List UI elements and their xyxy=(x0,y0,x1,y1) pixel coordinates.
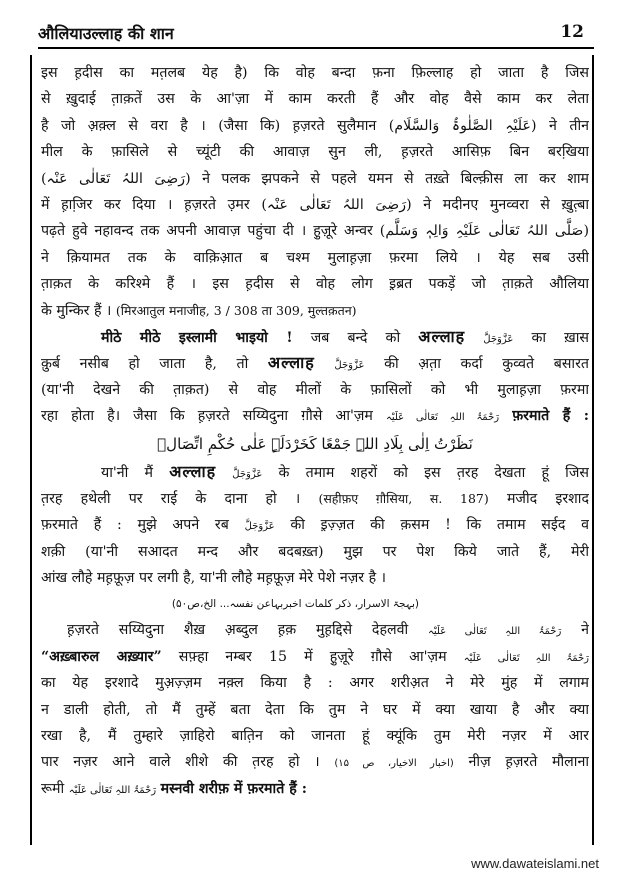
para3-l1-a: या'नी मैं xyxy=(101,465,154,482)
azza-wajal: عَزَّوَجَلَّ xyxy=(334,360,365,372)
text-line-9: त़ाक़त के करिश्मे हैं । इस ह़दीस से वोह लोग इ़ब्रत पकड़ें जो त़ाक़ते औलिया xyxy=(41,276,589,293)
header-rule xyxy=(38,47,594,49)
para2-l2-b: की अ़त़ा कर्दा कुव्वते बसारत xyxy=(384,356,589,373)
text-line-10 xyxy=(41,298,589,324)
para4-l1-a: ह़ज़रते सय्यिदुना शैख़ अ़ब्दुल ह़क़ मुह़द्दिसे देहलवी xyxy=(67,622,409,639)
allah-calligraphy: अल्लाह xyxy=(267,353,315,373)
azza-wajal: عَزَّوَجَلَّ xyxy=(483,333,514,345)
text-line-7: पढ़ते हुवे नहावन्द तक अपनी आवाज़ पहुंचा दी । हु़ज़ूरे अन्वर (صَلَّی اللہُ تَعَالٰی عَلَیْہِ وَالِہٖ وَسَلَّم) xyxy=(41,223,589,240)
page-body xyxy=(41,60,589,802)
page-header xyxy=(38,22,594,46)
azza-wajal: عَزَّوَجَلَّ xyxy=(244,521,275,533)
para4-l7-a: रूमी xyxy=(41,780,65,797)
para2-heading: मीठे मीठे इस्लामी भाइयो ! xyxy=(101,329,293,346)
para4-l2-a: सफ़्हा नम्बर 15 में हु़ज़ूरे ग़ौसे आ'ज़म xyxy=(178,648,447,665)
rahmat-dua: رَحْمَۃُ اللہِ تَعَالٰی عَلَیْہ xyxy=(463,652,589,664)
para3-l3-a: फ़रमाते हैं : मुझे अपने रब xyxy=(41,517,229,534)
source-bahjat: (بہجۃ الاسرار، ذکر کلمات اخبربہاعن نفسہ... الخ،ص۵۰) xyxy=(171,598,419,611)
para4-line-4: न डाली होती, तो मैं तुम्हें बता देता कि तुम ने घर में क्या खाया है और क्या xyxy=(41,701,589,718)
para4-line-7 xyxy=(41,776,589,802)
para4-line-5: रखा है, मैं तुम्हारे ज़ाहिरो बात़िन को जानता हूं क्यूंकि तुम मेरी नज़र में आर xyxy=(41,727,589,744)
reference-miraat: (मिरआतुल मनाजीह, 3 / 308 ता 309, मुल्तक़तन) xyxy=(115,302,357,318)
text-line-1: इस ह़दीस का मत़लब येह है) कि वोह बन्दा फ़ना फ़िल्लाह हो जाता है जिस xyxy=(41,65,589,81)
para4-line-1 xyxy=(41,617,589,643)
reference-sahifa: (सहीफ़ए ग़ौसिया, स. 187) xyxy=(318,490,489,506)
para3-l2-b: मजीद इरशाद xyxy=(506,490,589,507)
footer-url: www.dawateislami.net xyxy=(471,856,599,871)
para3-line-4: शक़ी (या'नी सआदत मन्द और बदबख़्त) मुझ पर पेश किये जाते हैं, मेरी xyxy=(41,543,589,560)
para4-l1-b: ने xyxy=(581,622,589,639)
para2-l4-a: रहा होता है। जैसा कि ह़ज़रते सय्यिदुना ग़ौसे आ'ज़म xyxy=(41,408,373,425)
para2-l2-a: कु़र्ब नसीब हो जाता है, तो xyxy=(41,356,249,373)
para3-line-1 xyxy=(41,459,589,485)
para2-line-3: (या'नी देखने की त़ाक़त) से वोह मीलों के फ़ासिलों को भी मुलाह़ज़ा फ़रमा xyxy=(41,381,589,398)
page-number: 12 xyxy=(560,22,584,42)
text-line-10-main: के मुन्किर हैं । xyxy=(41,302,112,319)
rahmat-dua: رَحْمَۃُ اللہِ تَعَالٰی عَلَیْہ xyxy=(385,412,500,424)
text-line-6: में ह़ाजि़र कर दिया । ह़ज़रते उ़मर (رَضِیَ اللہُ تَعَالٰی عَنْہ) ने मदीनए मुनव्वरा से खु़त़्बा xyxy=(41,196,589,213)
para2-line-4 xyxy=(41,403,589,429)
para3-l3-b: की इ़ज़्ज़त की क़सम ! कि तमाम सईद व xyxy=(290,517,589,534)
para2-l1-a: जब बन्दे को xyxy=(310,329,401,346)
para2-line-2 xyxy=(41,350,589,376)
text-line-5: (رَضِیَ اللہُ تَعَالٰی عَنْہ) ने पलक झपकने से पहले यमन से तख़्ते बिल्क़ीस ला कर शाम xyxy=(41,170,589,187)
arabic-verse: نَظَرْتُ اِلٰی بِلَادِ اللہِ جَمْعًا کَخَرْدَلَۃٍ عَلٰی حُکْمِ اتِّصَالٖ xyxy=(157,435,473,454)
book-title: औलियाउल्लाह की शान xyxy=(38,24,174,43)
text-line-3: है जो अ़क़्ल से वरा है । (जैसा कि) ह़ज़रते सुलैमान (عَلَیْہِ الصَّلٰوۃُ وَالسَّلَام) ने तीन xyxy=(41,117,589,134)
allah-calligraphy: अल्लाह xyxy=(418,326,466,346)
book-akhbar-title: “अख़्बारुल अख़्यार” xyxy=(41,648,162,665)
azza-wajal: عَزَّوَجَلَّ xyxy=(232,469,263,481)
source-akhbar: (اخبار الاخیار، ص ۱۵) xyxy=(334,758,454,770)
rahmat-dua: رَحْمَۃُ اللہِ تَعَالٰی عَلَیْہ xyxy=(68,784,157,796)
para3-line-3 xyxy=(41,512,589,538)
para4-line-2 xyxy=(41,644,589,670)
text-line-4: मील के फ़ासिले से च्यूंटी की आवाज़ सुन ली, ह़ज़रते आसिफ़ बिन बरखि़या xyxy=(41,144,589,161)
para2-l4-b: फ़रमाते हैं : xyxy=(512,408,589,425)
para4-line-6 xyxy=(41,749,589,775)
para4-line-3: का येह इरशादे मुअ़ज़्ज़म नक़्ल किया है : अगर शरीअ़त ने मेरे मुंह में लगाम xyxy=(41,675,589,692)
rahmat-dua: رَحْمَۃُ اللہِ تَعَالٰی عَلَیْہ xyxy=(428,626,562,638)
para2-line-1 xyxy=(41,324,589,350)
para4-l6-b: नीज़ ह़ज़रते मौलाना xyxy=(468,754,589,771)
para2-l1-b: का ख़ास xyxy=(531,329,589,346)
text-line-8: ने क़ियामत तक के वाक़िआ़त ब चश्म मुलाह़ज़ा फ़रमा लिये । येह सब उसी xyxy=(41,249,589,266)
para3-line-5: आंख लौहे मह़फ़ूज़ पर लगी है, या'नी लौहे मह़फ़ूज़ मेरे पेशे नज़र है । xyxy=(41,570,387,587)
para3-line-2 xyxy=(41,486,589,512)
para4-l6-a: पार नज़र आने वाले शीशे की त़रह हो । xyxy=(41,754,320,771)
para4-l7-b: मस्नवी शरीफ़ में फ़रमाते हैं : xyxy=(160,780,307,797)
para3-l2-a: त़रह हथेली पर राई के दाना हो । xyxy=(41,490,301,507)
para3-l1-b: के तमाम शहरों को इस त़रह देखता हूं जिस xyxy=(278,465,589,482)
allah-calligraphy: अल्लाह xyxy=(169,462,217,482)
text-line-2: से खु़दाई त़ाक़तें उस के आ'ज़ा में काम करती हैं और वोह वैसे काम कर लेता xyxy=(41,91,589,108)
